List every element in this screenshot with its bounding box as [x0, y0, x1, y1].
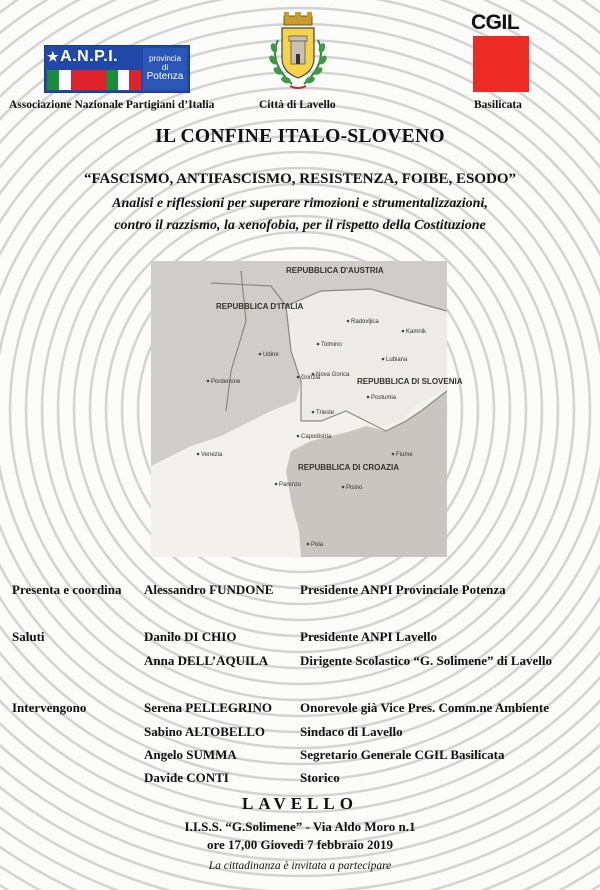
- map-city-dot: [382, 358, 385, 361]
- program-speaker-name: Danilo DI CHIO: [144, 629, 237, 644]
- map-city-label: Lubiana: [386, 357, 408, 363]
- star-icon: ★: [47, 49, 60, 64]
- map-city-label: Tolmino: [321, 342, 342, 348]
- map-city-dot: [347, 320, 350, 323]
- cgil-label: Basilicata: [474, 99, 522, 111]
- program-speaker-role: Sindaco di Lavello: [300, 724, 403, 739]
- map-city-dot: [207, 380, 210, 383]
- program-speaker-name: Davide CONTI: [144, 770, 229, 785]
- map-city-label: Venezia: [201, 452, 223, 458]
- program-speaker-role: Presidente ANPI Lavello: [300, 629, 437, 644]
- italian-flags: [47, 70, 141, 90]
- map-city-label: Kamnik: [406, 329, 427, 335]
- cgil-logo-text: CGIL: [471, 11, 520, 34]
- event-datetime: ore 17,00 Giovedì 7 febbraio 2019: [206, 837, 394, 852]
- venue-address: I.I.S.S. “G.Solimene” - Via Aldo Moro n.1: [184, 819, 416, 834]
- program-speaker-role: Storico: [300, 770, 340, 785]
- program-speaker-role: Dirigente Scolastico “G. Solimene” di Lavello: [300, 653, 553, 668]
- anpi-label: Associazione Nazionale Partigiani d’Italia: [9, 99, 215, 111]
- program-section-label: Presenta e coordina: [12, 582, 122, 597]
- description-line-1: Analisi e riflessioni per superare rimozioni e strumentalizzazioni,: [112, 196, 488, 211]
- event-title: IL CONFINE ITALO-SLOVENO: [155, 126, 445, 147]
- region-label-austria: REPUBBLICA D'AUSTRIA: [286, 266, 384, 275]
- program-speaker-name: Serena PELLEGRINO: [144, 700, 272, 715]
- program-speaker-role: Presidente ANPI Provinciale Potenza: [300, 582, 506, 597]
- program-speaker-name: Alessandro FUNDONE: [144, 582, 274, 597]
- map-city-dot: [342, 486, 345, 489]
- anpi-logo-text: A.N.P.I.: [60, 48, 119, 65]
- map-city-label: Pisino: [346, 485, 363, 491]
- program-speaker-name: Angelo SUMMA: [144, 747, 237, 762]
- map-city-dot: [402, 330, 405, 333]
- map-city-label: Nova Gorica: [316, 372, 350, 378]
- map-city-dot: [312, 373, 315, 376]
- map-city-label: Fiume: [396, 452, 413, 458]
- map-city-label: Trieste: [316, 410, 335, 416]
- map-city-dot: [312, 411, 315, 414]
- event-subtitle: “FASCISMO, ANTIFASCISMO, RESISTENZA, FOIBE, ESODO”: [83, 171, 517, 187]
- map-city-label: Pordenone: [211, 379, 241, 385]
- map-city-label: Radovljica: [351, 319, 379, 325]
- map-city-label: Udine: [263, 352, 279, 358]
- map-city-label: Postumia: [371, 395, 397, 401]
- program-speaker-name: Sabino ALTOBELLO: [144, 724, 266, 739]
- map-city-dot: [307, 543, 310, 546]
- cgil-logo-square: [473, 36, 529, 92]
- program-speaker-name: Anna DELL’AQUILA: [144, 653, 269, 668]
- map-city-label: Gorizia: [301, 375, 321, 381]
- map-city-dot: [197, 453, 200, 456]
- program-section-label: Saluti: [12, 629, 45, 644]
- program-speaker-role: Onorevole già Vice Pres. Comm.ne Ambiente: [300, 700, 550, 715]
- invitation-note: La cittadinanza è invitata a partecipare: [208, 860, 392, 872]
- anpi-province-text: provincia di Potenza: [143, 48, 187, 90]
- map-city-dot: [275, 483, 278, 486]
- map-city-dot: [297, 435, 300, 438]
- map-city-dot: [297, 376, 300, 379]
- border-map: [151, 261, 463, 557]
- region-label-slovenia: REPUBBLICA DI SLOVENIA: [357, 377, 463, 386]
- map-city-dot: [367, 396, 370, 399]
- region-label-croatia: REPUBBLICA DI CROAZIA: [298, 463, 400, 472]
- map-city-label: Pola: [311, 542, 324, 548]
- map-city-dot: [317, 343, 320, 346]
- city-label: Città di Lavello: [259, 99, 336, 111]
- program-section-label: Intervengono: [12, 700, 87, 715]
- region-label-italy: REPUBBLICA D'ITALIA: [216, 302, 304, 311]
- city-coat-of-arms-icon: [262, 10, 334, 96]
- map-city-label: Capodistria: [301, 434, 332, 440]
- map-city-label: Parenzo: [279, 482, 302, 488]
- description-line-2: contro il razzismo, la xenofobia, per il rispetto della Costituzione: [114, 218, 486, 233]
- location-city: LAVELLO: [242, 794, 358, 813]
- map-city-dot: [392, 453, 395, 456]
- map-city-dot: [259, 353, 262, 356]
- anpi-logo: [44, 45, 190, 93]
- program-speaker-role: Segretario Generale CGIL Basilicata: [300, 747, 505, 762]
